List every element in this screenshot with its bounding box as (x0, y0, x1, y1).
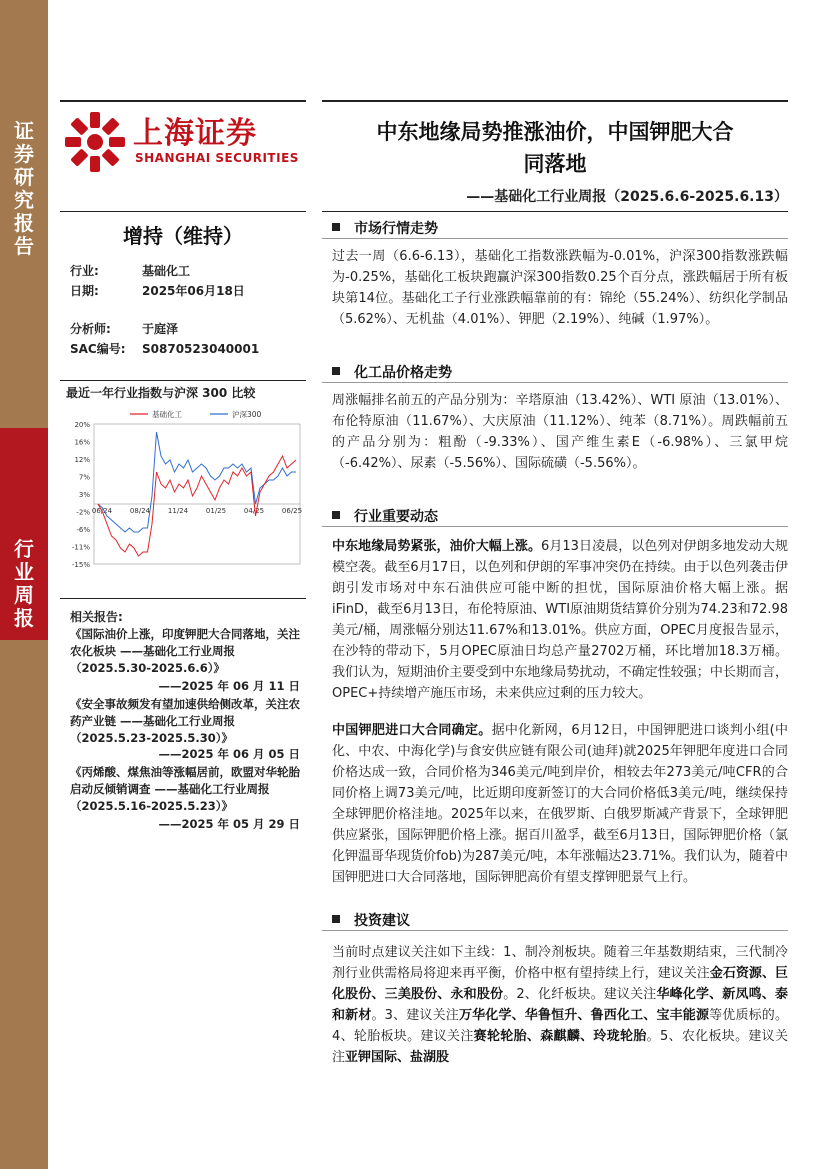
x-tick-label: 01/25 (205, 507, 227, 515)
news-paragraph-potash (332, 720, 788, 888)
info-value: 于庭泽 (142, 322, 179, 336)
chart-title: 最近一年行业指数与沪深 300 比较 (66, 386, 256, 400)
stock-picks: 金石资源、巨化股份、三美股份、永和股份 (332, 966, 788, 1002)
y-tick-label: 7% (78, 473, 90, 482)
investment-text: 等优质标的。4、轮胎板块。建议关注 (332, 1008, 788, 1044)
y-tick-label: -2% (76, 508, 90, 517)
divider (60, 100, 306, 102)
y-tick-label: 12% (74, 456, 90, 464)
related-report-date: ——2025 年 05 月 29 日 (158, 817, 300, 831)
x-tick-label: 06/24 (91, 507, 113, 515)
section-heading-news (332, 506, 438, 526)
chart-svg (60, 404, 306, 594)
investment-paragraph (332, 942, 788, 1068)
info-value: S0870523040001 (142, 342, 260, 356)
news-paragraph-oil (332, 536, 788, 704)
market-trend-paragraph: 过去一周（6.6-6.13），基础化工指数涨跌幅为-0.01%，沪深300指数涨跌幅为-0.25%，基础化工板块跑赢沪深300指数0.25个百分点，涨跌幅居于所有板块第14位。基础化工子行业涨跌幅靠前的有：锦纶（55.24%）、纺织化学制品（5.62%）、无机盐（4.01%）、钾肥（2.19%）、纯碱（1.97%）。 (332, 249, 788, 327)
y-tick-label: -6% (76, 526, 90, 534)
legend-label: 沪深300 (232, 410, 262, 419)
report-title (330, 116, 780, 180)
sidebar (0, 0, 48, 1169)
related-report[interactable]: 《安全事故频发有望加速供给侧改革，关注农药产业链 ——基础化工行业周报（2025.5.23-2025.5.30）》 (70, 697, 300, 745)
x-tick-label: 11/24 (167, 507, 189, 515)
series-line (98, 456, 296, 556)
news-lead-oil: 中东地缘局势紧张，油价大幅上涨。 (332, 539, 542, 554)
bullet-square-icon (332, 367, 340, 375)
y-tick-label: 16% (74, 438, 90, 447)
section-heading-text: 行业重要动态 (354, 509, 438, 525)
divider (322, 930, 788, 931)
section-heading-investment (332, 910, 410, 930)
divider (322, 382, 788, 383)
x-tick-label: 04/25 (243, 507, 265, 515)
section-heading-market (332, 218, 438, 238)
divider (322, 211, 788, 212)
info-label: SAC编号: (70, 342, 126, 356)
sidebar-report-category: 行业周报 (14, 537, 34, 630)
info-analyst (70, 320, 178, 337)
sidebar-report-type: 证券研究报告 (14, 119, 34, 258)
stock-picks: 万华化学、华鲁恒升、鲁西化工、宝丰能源 (458, 1008, 710, 1023)
report-title-line1: 中东地缘局势推涨油价，中国钾肥大合 (376, 120, 734, 144)
stock-picks: 赛轮轮胎、森麒麟、玲珑轮胎 (473, 1029, 647, 1044)
bullet-square-icon (332, 511, 340, 519)
news-lead-potash: 中国钾肥进口大合同确定。 (332, 723, 492, 738)
logo-chinese-name: 上海证券 (133, 116, 257, 151)
bullet-square-icon (332, 223, 340, 231)
investment-text: 当前时点建议关注如下主线：1、制冷剂板块。随着三年基数期结束，三代制冷剂行业供需格局将迎来再平衡，价格中枢有望持续上行，建议关注 (332, 945, 788, 981)
divider (60, 598, 306, 599)
y-tick-label: 20% (74, 421, 90, 429)
related-report-date: ——2025 年 06 月 05 日 (158, 747, 300, 761)
related-report[interactable]: 《丙烯酸、煤焦油等涨幅居前，欧盟对华轮胎启动反倾销调查 ——基础化工行业周报（2025.5.16-2025.5.23）》 (70, 765, 300, 813)
plot-frame (91, 424, 303, 564)
x-tick-label: 06/25 (281, 507, 303, 515)
related-reports-title: 相关报告: (70, 610, 123, 624)
stock-picks: 亚钾国际、盐湖股 (345, 1050, 450, 1065)
info-value: 基础化工 (142, 264, 191, 278)
company-logo (63, 108, 303, 180)
section-heading-prices (332, 362, 452, 382)
info-label: 行业: (70, 264, 99, 278)
y-tick-label: 3% (78, 491, 90, 499)
investment-text: 。5、农化板块。建议关注 (332, 1029, 788, 1065)
investment-text: 。2、化纤板块。建议关注 (503, 987, 657, 1002)
logo-mark-icon (63, 110, 127, 174)
info-value: 2025年06月18日 (142, 284, 245, 298)
bullet-square-icon (332, 915, 340, 923)
divider (60, 380, 306, 381)
info-sac (70, 340, 259, 357)
report-title-line2: 同落地 (523, 152, 587, 176)
news-body-oil: 6月13日凌晨，以色列对伊朗多地发动大规模空袭。截至6月17日，以色列和伊朗的军事冲突仍在持续。由于以色列袭击伊朗引发市场对中东石油供应可能中断的担忧，国际原油价格大幅上涨。据iFinD，截至6月13日，布伦特原油、WTI原油期货结算价分别为74.23和72.98美元/桶，周涨幅分别达11.67%和13.01%。供应方面，OPEC月度报告显示，在沙特的带动下，5月OPEC原油日均总产量2702万桶，环比增加18.3万桶。我们认为，短期油价主要受到中东地缘局势扰动，不确定性较强；中长期而言，OPEC+持续增产施压市场，未来供应过剩的压力较大。 (332, 539, 788, 701)
divider (322, 100, 788, 102)
divider (322, 238, 788, 239)
section-heading-text: 化工品价格走势 (354, 365, 452, 381)
legend-label: 基础化工 (152, 410, 182, 419)
section-heading-text: 投资建议 (354, 913, 410, 929)
series-line (98, 432, 296, 532)
related-report-date: ——2025 年 06 月 11 日 (158, 679, 300, 693)
section-heading-text: 市场行情走势 (354, 221, 438, 237)
logo-english-name: SHANGHAI SECURITIES (135, 151, 299, 165)
price-trend-paragraph: 周涨幅排名前五的产品分别为：辛塔原油（13.42%）、WTI 原油（13.01%）、布伦特原油（11.67%）、大庆原油（11.12%）、纯苯（8.71%）。周跌幅前五的产品分别为：粗酚（-9.33%）、国产维生素E（-6.98%）、三氯甲烷（-6.42%）、尿素（-5.56%）、国际硫磺（-5.56%）。 (332, 393, 788, 471)
investment-text: 。3、建议关注 (371, 1008, 459, 1023)
divider (322, 526, 788, 527)
y-tick-label: -11% (71, 543, 90, 552)
x-tick-label: 08/24 (129, 507, 151, 515)
report-subtitle: ——基础化工行业周报（2025.6.6-2025.6.13） (466, 189, 788, 205)
info-label: 分析师: (70, 322, 111, 336)
y-tick-label: -15% (71, 561, 90, 569)
info-label: 日期: (70, 284, 99, 298)
info-date (70, 282, 245, 299)
rating: 增持（维持） (123, 224, 243, 248)
stock-picks: 华峰化学、新凤鸣、泰和新材 (332, 987, 788, 1023)
divider (60, 211, 306, 212)
news-body-potash: 据中化新网，6月12日，中国钾肥进口谈判小组(中化、中农、中海化学)与食安供应链有限公司(迪拜)就2025年钾肥年度进口合同价格达成一致，合同价格为346美元/吨到岸价，相较去年273美元/吨CFR的合同价格上调73美元/吨，比近期印度新签订的大合同价格低3美元/吨，继续保持全球钾肥价格洼地。2025年以来，在俄罗斯、白俄罗斯减产背景下，全球钾肥供应紧张，国际钾肥价格上涨。据百川盈孚，截至6月13日，国际钾肥价格（氯化钾温哥华现货价fob)为287美元/吨，本年涨幅达23.71%。我们认为，随着中国钾肥进口大合同落地，国际钾肥高价有望支撑钾肥景气上行。 (332, 723, 788, 885)
index-comparison-chart (60, 404, 306, 594)
related-report[interactable]: 《国际油价上涨，印度钾肥大合同落地，关注农化板块 ——基础化工行业周报（2025.5.30-2025.6.6）》 (70, 627, 300, 675)
info-industry (70, 262, 190, 279)
